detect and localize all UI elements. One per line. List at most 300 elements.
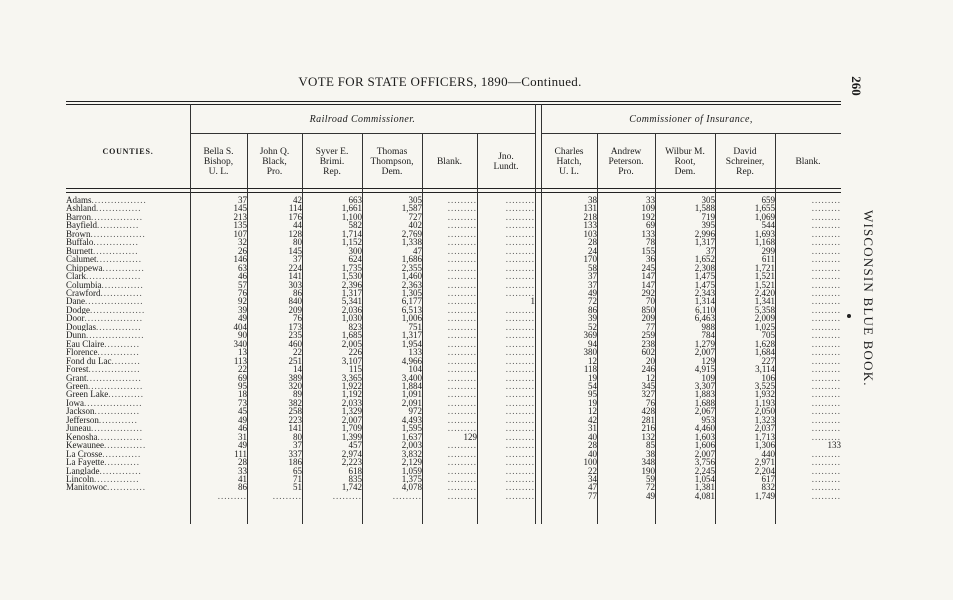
vote-cell: 14 bbox=[293, 365, 302, 374]
county-label: Manitowoc bbox=[66, 483, 107, 492]
vote-cell: 54 bbox=[588, 381, 597, 391]
vote-cell: ......... bbox=[447, 288, 477, 298]
vote-cell: ......... bbox=[505, 280, 535, 289]
vote-cell: 457 bbox=[348, 441, 362, 450]
vote-cell: 719 bbox=[701, 212, 715, 222]
vote-cell: 5,341 bbox=[341, 297, 362, 306]
top-rule bbox=[66, 101, 841, 102]
vote-cell: 402 bbox=[408, 221, 422, 230]
vote-cell: 57 bbox=[238, 280, 247, 289]
county-name bbox=[66, 407, 190, 415]
vote-cell: 320 bbox=[288, 381, 302, 391]
vote-cell: 77 bbox=[588, 491, 597, 501]
table-row bbox=[66, 264, 841, 272]
vote-cell: 32 bbox=[238, 238, 247, 247]
vote-cell: ......... bbox=[811, 458, 841, 467]
vote-cell: ......... bbox=[505, 390, 535, 399]
table-row bbox=[66, 230, 841, 238]
vote-cell: 89 bbox=[293, 390, 302, 399]
vote-cell: 71 bbox=[293, 474, 302, 484]
vote-cell: ......... bbox=[505, 305, 535, 315]
running-title: WISCONSIN BLUE BOOK. bbox=[861, 210, 876, 387]
vote-cell: 1,279 bbox=[694, 339, 715, 349]
vote-cell: 72 bbox=[588, 297, 597, 306]
vote-cell: ......... bbox=[447, 398, 477, 408]
county-name bbox=[66, 382, 190, 390]
leader-dots: ................. bbox=[88, 381, 144, 391]
vote-cell: ......... bbox=[447, 407, 477, 416]
vote-cell: 3,832 bbox=[401, 449, 422, 459]
vote-cell: 49 bbox=[238, 441, 247, 450]
leader-dots: .............. bbox=[94, 407, 140, 416]
vote-cell: ......... bbox=[505, 204, 535, 213]
vote-cell: ......... bbox=[811, 432, 841, 442]
vote-cell: 327 bbox=[641, 390, 655, 399]
table-row bbox=[66, 238, 841, 246]
table-row bbox=[66, 331, 841, 339]
vote-cell: 37 bbox=[588, 280, 597, 289]
header-bottom-rule bbox=[66, 188, 841, 189]
vote-cell: 611 bbox=[761, 255, 775, 264]
vote-cell: 28 bbox=[588, 238, 597, 247]
vote-cell: 1,329 bbox=[341, 407, 362, 416]
vote-table bbox=[66, 196, 841, 500]
county-label: Green bbox=[66, 381, 88, 391]
vote-cell: 147 bbox=[641, 272, 655, 281]
leader-dots: .............. bbox=[96, 255, 142, 264]
county-name bbox=[66, 297, 190, 305]
vote-cell: 218 bbox=[583, 212, 597, 222]
table-row bbox=[66, 281, 841, 289]
county-label: Forest bbox=[66, 365, 89, 374]
vote-cell: 5,358 bbox=[754, 305, 775, 315]
vote-cell: 2,091 bbox=[401, 398, 422, 408]
vote-cell: ......... bbox=[447, 474, 477, 484]
vote-cell: 209 bbox=[641, 314, 655, 323]
vote-cell: 24 bbox=[588, 246, 597, 256]
county-label: La Fayette bbox=[66, 458, 105, 467]
vote-cell: 2,355 bbox=[401, 263, 422, 273]
vote-cell: ......... bbox=[811, 297, 841, 306]
vote-cell: ......... bbox=[811, 424, 841, 433]
county-label: Barron bbox=[66, 212, 91, 222]
col-header-peterson: Andrew Peterson. Pro. bbox=[608, 147, 644, 177]
vote-cell: 2,033 bbox=[341, 398, 362, 408]
vote-cell: 31 bbox=[238, 432, 247, 442]
group2-rule bbox=[541, 133, 841, 134]
county-name bbox=[66, 255, 190, 263]
leader-dots: ............. bbox=[97, 221, 140, 230]
leader-dots: .................. bbox=[84, 398, 143, 408]
vote-cell: 133 bbox=[408, 348, 422, 357]
leader-dots: .............. bbox=[93, 238, 139, 247]
vote-cell: 1,595 bbox=[401, 424, 422, 433]
vote-cell: ......... bbox=[505, 365, 535, 374]
vote-cell: ......... bbox=[505, 348, 535, 357]
vote-cell: 49 bbox=[588, 288, 597, 298]
vote-cell: 38 bbox=[588, 196, 597, 205]
vote-cell: 259 bbox=[641, 331, 655, 340]
vote-cell: ......... bbox=[811, 474, 841, 484]
county-label: Columbia bbox=[66, 280, 102, 289]
vote-cell: 1,399 bbox=[341, 432, 362, 442]
county-name bbox=[66, 424, 190, 432]
vote-cell: 6,110 bbox=[695, 305, 715, 315]
vote-cell: 92 bbox=[238, 297, 247, 306]
county-name bbox=[66, 306, 190, 314]
vote-cell: ......... bbox=[505, 221, 535, 230]
vote-cell: 145 bbox=[233, 204, 247, 213]
vote-cell: 76 bbox=[646, 398, 655, 408]
leader-dots: ................. bbox=[90, 305, 146, 315]
county-label: Douglas bbox=[66, 322, 96, 332]
vote-cell: 1,030 bbox=[341, 314, 362, 323]
vote-cell: 34 bbox=[588, 474, 597, 484]
vote-cell: 114 bbox=[288, 204, 302, 213]
table-row bbox=[66, 475, 841, 483]
vote-cell: ......... bbox=[811, 272, 841, 281]
col-header-black: John Q. Black, Pro. bbox=[259, 147, 290, 177]
county-name bbox=[66, 441, 190, 449]
vote-cell: ......... bbox=[447, 246, 477, 256]
vote-cell: 78 bbox=[646, 238, 655, 247]
vote-cell: 1,932 bbox=[754, 390, 775, 399]
vote-cell: 46 bbox=[238, 272, 247, 281]
vote-cell: 176 bbox=[288, 212, 302, 222]
vote-cell: 751 bbox=[408, 322, 422, 332]
vote-cell: 95 bbox=[588, 390, 597, 399]
county-label: Iowa bbox=[66, 398, 84, 408]
group-heading-railroad: Railroad Commissioner. bbox=[309, 114, 416, 125]
table-row bbox=[66, 390, 841, 398]
vote-cell: ......... bbox=[505, 483, 535, 492]
table-row bbox=[66, 221, 841, 229]
col-header-blank-2: Blank. bbox=[795, 157, 821, 167]
vote-cell: 2,204 bbox=[754, 466, 775, 475]
vote-cell: ......... bbox=[811, 246, 841, 256]
vote-cell: 4,915 bbox=[694, 365, 715, 374]
vote-cell: ......... bbox=[447, 390, 477, 399]
county-label: Door bbox=[66, 314, 85, 323]
county-label: Langlade bbox=[66, 466, 100, 475]
vote-cell: ......... bbox=[811, 255, 841, 264]
vote-cell: 245 bbox=[641, 263, 655, 273]
vote-cell: 624 bbox=[348, 255, 362, 264]
leader-dots: ............ bbox=[98, 415, 138, 425]
vote-cell: 41 bbox=[238, 474, 247, 484]
county-label: Kewaunee bbox=[66, 441, 104, 450]
table-row bbox=[66, 196, 841, 204]
vote-cell: 1,954 bbox=[401, 339, 422, 349]
county-label: La Crosse bbox=[66, 449, 103, 459]
vote-cell: 1,588 bbox=[694, 204, 715, 213]
vote-cell: ......... bbox=[447, 348, 477, 357]
vote-cell: 369 bbox=[583, 331, 597, 340]
vote-cell: 2,005 bbox=[341, 339, 362, 349]
vote-cell: ......... bbox=[447, 212, 477, 222]
vote-cell: ......... bbox=[505, 212, 535, 222]
table-row bbox=[66, 416, 841, 424]
vote-cell: 107 bbox=[233, 229, 247, 239]
vote-cell: 86 bbox=[588, 305, 597, 315]
vote-cell: 3,756 bbox=[694, 458, 715, 467]
vote-cell: 51 bbox=[293, 483, 302, 492]
vote-cell: 988 bbox=[701, 322, 715, 332]
group-heading-insurance: Commissioner of Insurance, bbox=[629, 114, 753, 125]
vote-cell: 223 bbox=[288, 415, 302, 425]
table-row bbox=[66, 492, 841, 500]
county-name bbox=[66, 213, 190, 221]
county-name bbox=[66, 230, 190, 238]
col-header-bishop: Bella S. Bishop, U. L. bbox=[203, 147, 234, 177]
vote-cell: 246 bbox=[641, 365, 655, 374]
county-name bbox=[66, 458, 190, 466]
vote-cell: 544 bbox=[761, 221, 775, 230]
vote-cell: 404 bbox=[233, 322, 247, 332]
vote-cell: 460 bbox=[288, 339, 302, 349]
vote-cell: 6,463 bbox=[694, 314, 715, 323]
leader-dots: ............. bbox=[97, 348, 140, 357]
vote-cell: 1,685 bbox=[341, 331, 362, 340]
vote-cell: 73 bbox=[238, 398, 247, 408]
county-label: Dane bbox=[66, 297, 85, 306]
vote-cell: 832 bbox=[761, 483, 775, 492]
vote-cell: 1,735 bbox=[341, 263, 362, 273]
county-label: Chippewa bbox=[66, 263, 103, 273]
vote-cell: ......... bbox=[811, 221, 841, 230]
vote-cell: 1,305 bbox=[401, 288, 422, 298]
vote-cell: 1,606 bbox=[694, 441, 715, 450]
vote-cell: 146 bbox=[233, 255, 247, 264]
vote-cell: 299 bbox=[761, 246, 775, 256]
vote-cell: 1,684 bbox=[754, 348, 775, 357]
county-label: Kenosha bbox=[66, 432, 98, 442]
county-name bbox=[66, 221, 190, 229]
vote-cell: 42 bbox=[293, 196, 302, 205]
county-name bbox=[66, 247, 190, 255]
county-label: Jefferson bbox=[66, 415, 99, 425]
vote-cell: 281 bbox=[641, 415, 655, 425]
vote-cell: 428 bbox=[641, 407, 655, 416]
vote-cell: 663 bbox=[348, 196, 362, 205]
table-row bbox=[66, 450, 841, 458]
vote-cell: 1,100 bbox=[341, 212, 362, 222]
vote-cell: 69 bbox=[646, 221, 655, 230]
vote-cell: 659 bbox=[761, 196, 775, 205]
vote-cell: 12 bbox=[588, 407, 597, 416]
vote-cell: 33 bbox=[646, 196, 655, 205]
vote-cell: ......... bbox=[505, 339, 535, 349]
vote-cell: 3,365 bbox=[341, 373, 362, 382]
vote-cell: ......... bbox=[811, 390, 841, 399]
vote-cell: 1,306 bbox=[754, 441, 775, 450]
county-name bbox=[66, 492, 190, 500]
county-name bbox=[66, 331, 190, 339]
leader-dots: .............. bbox=[94, 474, 140, 484]
vote-cell: ......... bbox=[447, 280, 477, 289]
vote-cell: 86 bbox=[293, 288, 302, 298]
vote-cell: 345 bbox=[641, 381, 655, 391]
vote-cell: 49 bbox=[238, 314, 247, 323]
vote-cell: 1,652 bbox=[694, 255, 715, 264]
table-row bbox=[66, 255, 841, 263]
leader-dots: .............. bbox=[97, 432, 143, 442]
county-name bbox=[66, 323, 190, 331]
vote-cell: 1,693 bbox=[754, 229, 775, 239]
table-row bbox=[66, 348, 841, 356]
county-name bbox=[66, 450, 190, 458]
vote-cell: 3,400 bbox=[401, 373, 422, 382]
county-label: Fond du Lac bbox=[66, 356, 112, 366]
vote-cell: 1,341 bbox=[754, 297, 775, 306]
county-name bbox=[66, 357, 190, 365]
vote-cell: ......... bbox=[811, 398, 841, 408]
vote-cell: ......... bbox=[505, 288, 535, 298]
leader-dots: ............. bbox=[100, 288, 143, 298]
vote-cell: ......... bbox=[447, 365, 477, 374]
vote-cell: 129 bbox=[463, 432, 477, 442]
county-name bbox=[66, 281, 190, 289]
vote-cell: ......... bbox=[811, 305, 841, 315]
vote-cell: 59 bbox=[646, 474, 655, 484]
col-header-thompson: Thomas Thompson, Dem. bbox=[370, 147, 414, 177]
vote-cell: ......... bbox=[811, 339, 841, 349]
vote-cell: 337 bbox=[288, 449, 302, 459]
vote-cell: 389 bbox=[288, 373, 302, 382]
vote-cell: ......... bbox=[447, 238, 477, 247]
vote-cell: 37 bbox=[293, 441, 302, 450]
vote-cell: 4,078 bbox=[401, 483, 422, 492]
vote-cell: 227 bbox=[761, 356, 775, 366]
vote-cell: 2,223 bbox=[341, 458, 362, 467]
vote-cell: 953 bbox=[701, 415, 715, 425]
vote-cell: 6,513 bbox=[401, 305, 422, 315]
county-label: Adams bbox=[66, 196, 92, 205]
vote-cell: 213 bbox=[233, 212, 247, 222]
vote-cell: ......... bbox=[392, 491, 422, 501]
vote-cell: 2,007 bbox=[694, 449, 715, 459]
vote-cell: 1,709 bbox=[341, 424, 362, 433]
vote-cell: 94 bbox=[588, 339, 597, 349]
leader-dots: .................. bbox=[85, 297, 144, 306]
vote-cell: 440 bbox=[761, 449, 775, 459]
vote-cell: ......... bbox=[447, 272, 477, 281]
vote-cell: 141 bbox=[288, 272, 302, 281]
vote-cell: 2,396 bbox=[341, 280, 362, 289]
vote-cell: ......... bbox=[505, 238, 535, 247]
vote-cell: 37 bbox=[706, 246, 715, 256]
vote-cell: ......... bbox=[811, 466, 841, 475]
vote-cell: ......... bbox=[811, 238, 841, 247]
vote-cell: ......... bbox=[505, 246, 535, 256]
vote-cell: 2,974 bbox=[341, 449, 362, 459]
vote-cell: 1,025 bbox=[754, 322, 775, 332]
vote-cell: ......... bbox=[447, 415, 477, 425]
table-row bbox=[66, 306, 841, 314]
vote-cell: 132 bbox=[641, 432, 655, 442]
vote-cell: 4,081 bbox=[694, 491, 715, 501]
vote-cell: 31 bbox=[588, 424, 597, 433]
vote-cell: 33 bbox=[238, 466, 247, 475]
vote-cell: ......... bbox=[447, 263, 477, 273]
vote-cell: 784 bbox=[701, 331, 715, 340]
vote-cell: 12 bbox=[588, 356, 597, 366]
vote-cell: 1,530 bbox=[341, 272, 362, 281]
vote-cell: 1,006 bbox=[401, 314, 422, 323]
vote-cell: 155 bbox=[641, 246, 655, 256]
vote-cell: 145 bbox=[288, 246, 302, 256]
table-row bbox=[66, 424, 841, 432]
vote-cell: 37 bbox=[238, 196, 247, 205]
vote-cell: 22 bbox=[293, 348, 302, 357]
county-label: Buffalo bbox=[66, 238, 94, 247]
vote-cell: 3,107 bbox=[341, 356, 362, 366]
vote-cell: 2,007 bbox=[341, 415, 362, 425]
vote-cell: ......... bbox=[505, 331, 535, 340]
vote-cell: ......... bbox=[505, 263, 535, 273]
leader-dots: ............ bbox=[102, 449, 142, 459]
vote-cell: 1,721 bbox=[754, 263, 775, 273]
vote-cell: 76 bbox=[293, 314, 302, 323]
vote-cell: ......... bbox=[811, 196, 841, 205]
county-name bbox=[66, 314, 190, 322]
vote-cell: 618 bbox=[348, 466, 362, 475]
vote-cell: 12 bbox=[646, 373, 655, 382]
vote-cell: 1,168 bbox=[754, 238, 775, 247]
vote-cell: 2,245 bbox=[694, 466, 715, 475]
vote-cell: 26 bbox=[238, 246, 247, 256]
vote-cell: 850 bbox=[641, 305, 655, 315]
vote-cell: 63 bbox=[238, 263, 247, 273]
vote-cell: ......... bbox=[811, 314, 841, 323]
vote-cell: ......... bbox=[505, 322, 535, 332]
vote-cell: ......... bbox=[811, 373, 841, 382]
vote-cell: 131 bbox=[583, 204, 597, 213]
vote-cell: ......... bbox=[505, 424, 535, 433]
table-row bbox=[66, 323, 841, 331]
table-row bbox=[66, 247, 841, 255]
table-row bbox=[66, 272, 841, 280]
vote-cell: ......... bbox=[811, 288, 841, 298]
vote-cell: 1,338 bbox=[401, 238, 422, 247]
county-label: Jackson bbox=[66, 407, 95, 416]
vote-cell: 109 bbox=[701, 373, 715, 382]
vote-cell: ......... bbox=[811, 483, 841, 492]
vote-cell: 118 bbox=[583, 365, 597, 374]
vote-cell: 37 bbox=[588, 272, 597, 281]
leader-dots: .............. bbox=[93, 246, 139, 256]
vote-cell: 133 bbox=[583, 221, 597, 230]
county-label: Juneau bbox=[66, 424, 91, 433]
county-label: Green Lake bbox=[66, 390, 109, 399]
county-label: Ashland bbox=[66, 204, 96, 213]
vote-cell: 727 bbox=[408, 212, 422, 222]
vote-cell: 1,521 bbox=[754, 280, 775, 289]
vote-cell: 348 bbox=[641, 458, 655, 467]
vote-cell: 2,971 bbox=[754, 458, 775, 467]
vote-cell: 85 bbox=[646, 441, 655, 450]
vote-cell: 3,307 bbox=[694, 381, 715, 391]
vote-cell: ......... bbox=[505, 381, 535, 391]
vote-cell: ......... bbox=[447, 483, 477, 492]
table-row bbox=[66, 213, 841, 221]
vote-cell: 395 bbox=[701, 221, 715, 230]
vote-cell: ......... bbox=[447, 373, 477, 382]
vote-cell: 1,152 bbox=[341, 238, 362, 247]
vote-cell: 115 bbox=[348, 365, 362, 374]
county-label: Brown bbox=[66, 229, 91, 239]
vote-cell: 133 bbox=[827, 441, 841, 450]
